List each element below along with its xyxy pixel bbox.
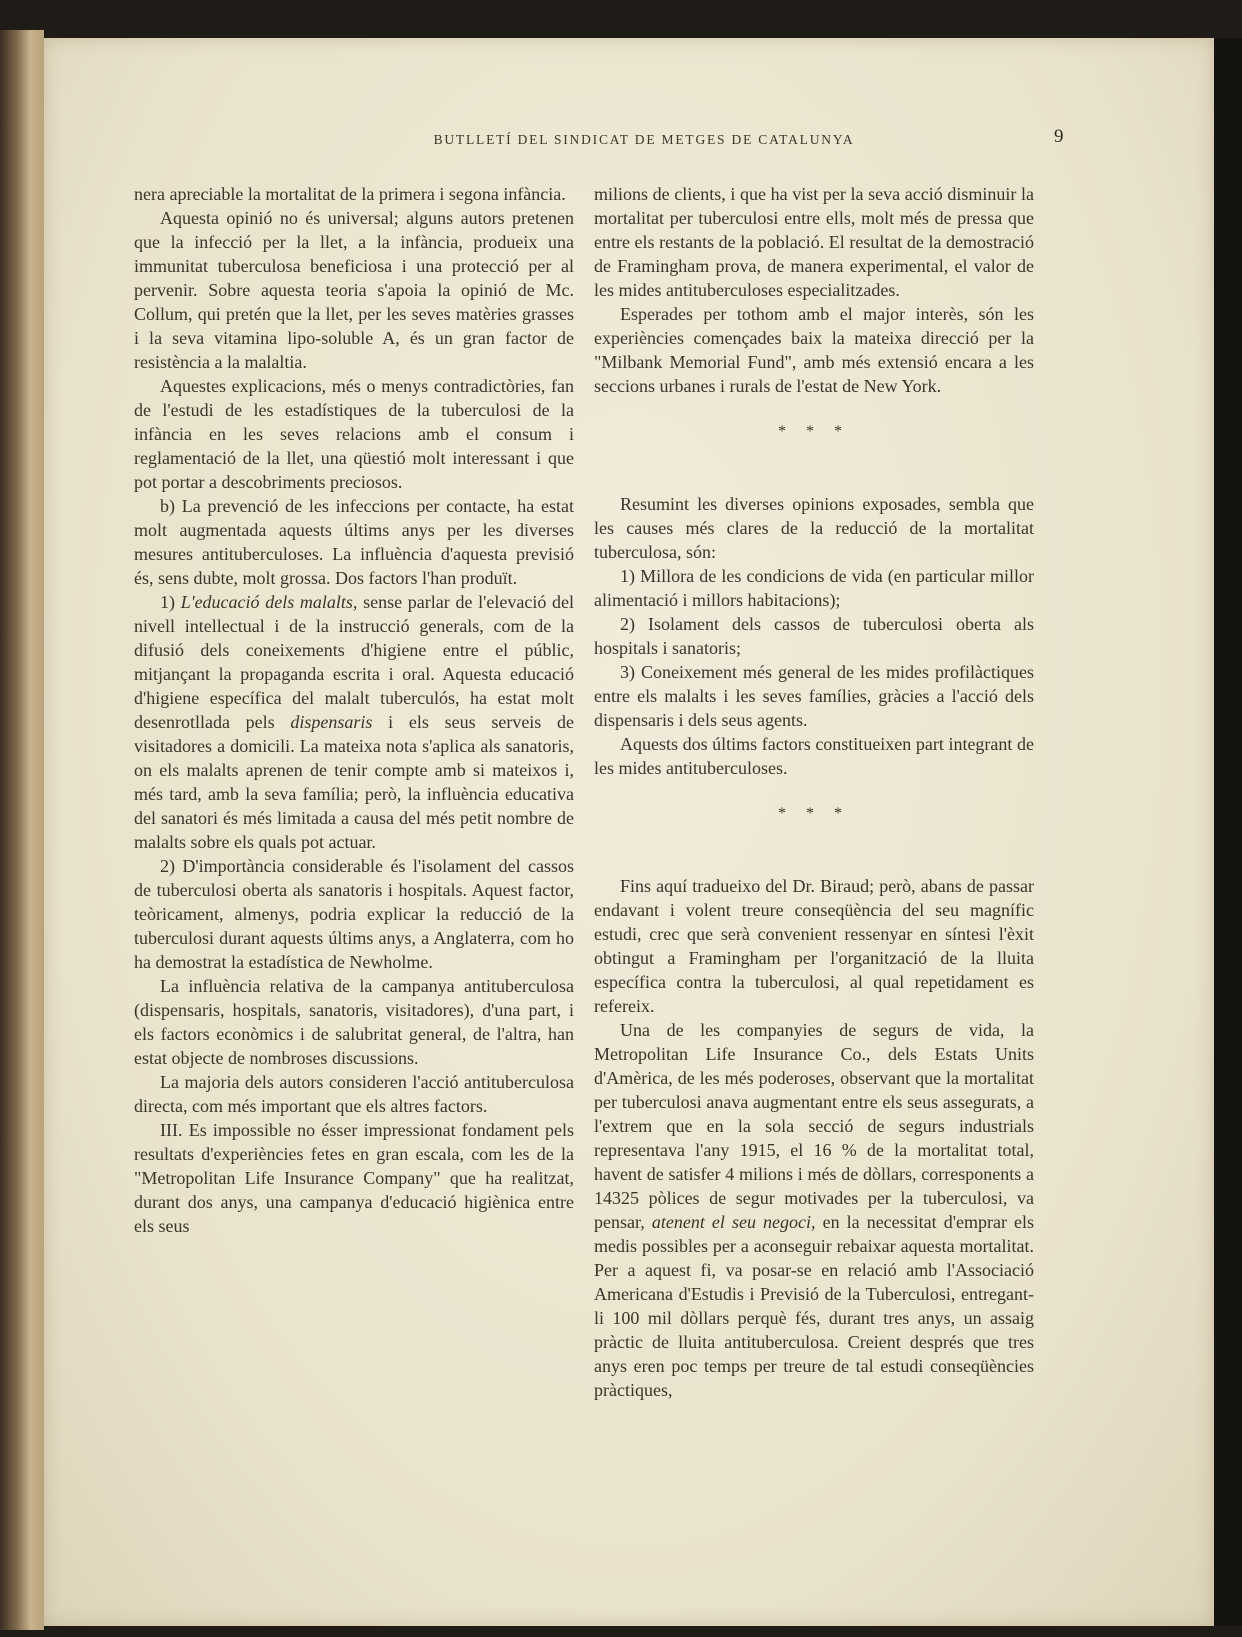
paragraph: 2) D'importància considerable és l'isolament del cassos de tuberculosi oberta als sanatoris i hospitals. Aquest factor, teòricament, almenys, podria explicar la reducció de la tuberculosi durant aquests últims anys, a Anglaterra, com ho ha demostrat la estadística de Newholme. [134,856,574,972]
paragraph-text: Una de les companyies de segurs de vida, la Metropolitan Life Insurance Co., dels Estats Units d'Amèrica, de les més poderoses, observant que la mortalitat per tuberculosi anava augmentant entre els seus assegurats, a l'extrem que en la sola secció de segurs industrials representava l'any 1915, el 16 % de la mortalitat total, havent de satisfer 4 milions i més de dòllars, corresponents a 14325 pòlices de segur motivades per la tuberculosi, va pensar, [594,1020,1034,1232]
item-number: 1) [160,592,175,612]
paragraph: milions de clients, i que ha vist per la seva acció disminuir la mortalitat per tuberculosi entre ells, molt més de pressa que entre els restants de la població. El resultat de la demostració de Framingham prova, de manera experimental, el valor de les mides antituberculoses especialitzades. [594,184,1034,300]
italic-word: dispensaris [290,712,373,732]
paragraph: Aquesta opinió no és universal; alguns autors pretenen que la infecció per la llet, a la infància, produeix una immunitat tuberculosa beneficiosa i una protecció per al pervenir. Sobre aquesta teoria s'apoia la opinió de Mc. Collum, qui pretén que la llet, per les seves matèries grasses i la seva vitamina lipo-soluble A, és un gran factor de resistència a la malaltia. [134,208,574,372]
list-item: 2) Isolament dels cassos de tuberculosi oberta als hospitals i sanatoris; [594,614,1034,658]
page-number: 9 [1054,126,1064,147]
paragraph: Resumint les diverses opinions exposades, sembla que les causes més clares de la reducció de la mortalitat tuberculosa, són: [594,494,1034,562]
paragraph: Esperades per tothom amb el major interès, són les experiències començades baix la mateixa direcció per la "Milbank Memorial Fund", amb més extensió encara a les seccions urbanes i rurals de l'estat de New York. [594,304,1034,396]
italic-title: L'educació dels malalts, [180,592,358,612]
paragraph: La influència relativa de la campanya antituberculosa (dispensaris, hospitals, sanatoris, visitadores), d'una part, i els factors econòmics i de salubritat general, de l'altra, han estat objecte de nombroses discussions. [134,976,574,1068]
paragraph: Aquests dos últims factors constitueixen part integrant de les mides antituberculoses. [594,734,1034,778]
paragraph-final [594,1018,1034,1402]
paragraph-text: i els seus serveis de visitadores a domicili. La mateixa nota s'aplica als sanatoris, on els malalts aprenen de tenir compte amb si mateixos i, més tard, amb la seva família; però, la influència educativa del sanatori és més limitada a causa del més petit nombre de malalts sobre els quals pot actuar. [134,712,575,852]
paragraph: b) La prevenció de les infeccions per contacte, ha estat molt augmentada aquests últims anys per les diverses mesures antituberculoses. La influència d'aquesta previsió és, sens dubte, molt grossa. Dos factors l'han produït. [134,496,574,588]
paragraph: La majoria dels autors consideren l'acció antituberculosa directa, com més important que els altres factors. [134,1072,574,1116]
paragraph-item-1 [134,590,574,854]
paragraph: III. Es impossible no ésser impressionat fondament pels resultats d'experiències fetes en gran escala, com les de la "Metropolitan Life Insurance Company" que ha realitzat, durant dos anys, una campanya d'educació higiènica entre els seus [134,1120,574,1236]
paragraph-text: en la necessitat d'emprar els medis possibles per a aconseguir rebaixar aquesta mortalitat. Per a aquest fi, va posar-se en relació amb l'Associació Americana d'Estudis i Previsió de la Tuberculosi, entregant-li 100 mil dòllars perquè fés, durant tres anys, un assaig pràctic de lluita antituberculosa. Creient després que tres anys eren poc temps per treure de tal estudi conseqüències pràctiques, [594,1212,1035,1400]
list-item: 1) Millora de les condicions de vida (en particular millor alimentació i millors habitacions); [594,566,1034,610]
running-title: BUTLLETÍ DEL SINDICAT DE METGES DE CATALUNYA [433,132,855,147]
list-item: 3) Coneixement més general de les mides profilàctiques entre els malalts i les seves famílies, gràcies a l'acció dels dispensaris i dels seus agents. [594,662,1034,730]
scan-background-edge [1214,38,1242,1626]
right-column [594,182,1034,1402]
previous-page-edge [0,30,46,1630]
section-separator: * * * [778,423,850,440]
paragraph: nera apreciable la mortalitat de la primera i segona infància. [134,184,566,204]
left-column [134,182,574,1238]
paragraph-text: sense parlar de l'elevació del nivell intellectual i de la instrucció generals, com de la difusió dels coneixements d'higiene entre el públic, mitjançant la propaganda escrita i oral. Aquesta educació d'higiene específica del malalt tuberculós, ha estat molt desenrotllada pels [134,592,575,732]
italic-phrase: atenent el seu negoci, [651,1212,816,1232]
paragraph: Aquestes explicacions, més o menys contradictòries, fan de l'estudi de les estadístiques de la tuberculosi de la infància en les seves relacions amb el consum i reglamentació de la llet, una qüestió molt interessant i que pot portar a descobriments preciosos. [134,376,574,492]
journal-page [44,38,1214,1626]
section-separator: * * * [778,805,850,822]
paragraph: Fins aquí tradueixo del Dr. Biraud; però, abans de passar endavant i volent treure conseqüència del seu magnífic estudi, crec que serà convenient ressenyar en síntesi l'èxit obtingut a Framingham per l'organització de la lluita específica contra la tuberculosi, al qual repetidament es refereix. [594,876,1034,1016]
